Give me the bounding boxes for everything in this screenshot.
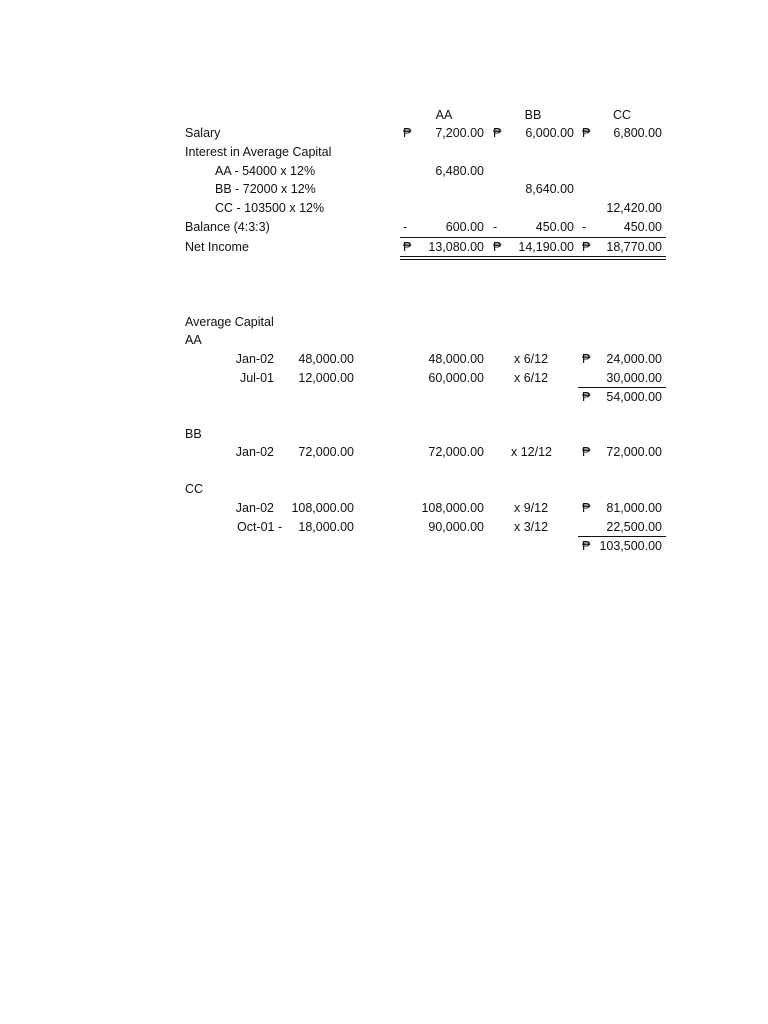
interest-cc-value: 12,420.00 (606, 201, 662, 215)
row-date: Jan-02 (235, 445, 274, 459)
currency-symbol: ₱ (582, 445, 591, 459)
currency-symbol: ₱ (582, 126, 591, 140)
currency-symbol: ₱ (403, 126, 412, 140)
salary-label: Salary (185, 126, 221, 140)
row-amount: 48,000.00 (298, 352, 354, 366)
net-income-aa: 13,080.00 (428, 240, 484, 254)
row-result: 22,500.00 (606, 520, 662, 534)
row-result: 24,000.00 (606, 352, 662, 366)
row-date: Jan-02 (235, 352, 274, 366)
row-balance: 108,000.00 (421, 501, 484, 515)
row-factor: x 12/12 (511, 445, 553, 459)
row-factor: x 3/12 (514, 520, 549, 534)
header-aa: AA (435, 108, 453, 122)
row-balance: 48,000.00 (428, 352, 484, 366)
header-bb: BB (524, 108, 542, 122)
row-result: 81,000.00 (606, 501, 662, 515)
total-rule (578, 387, 666, 388)
interest-cc-label: CC - 103500 x 12% (215, 201, 325, 215)
partner-name-bb: BB (185, 427, 202, 441)
balance-label: Balance (4:3:3) (185, 220, 270, 234)
currency-symbol: ₱ (493, 126, 502, 140)
interest-label: Interest in Average Capital (185, 145, 332, 159)
currency-symbol: ₱ (582, 352, 591, 366)
total-aa: 54,000.00 (606, 390, 662, 404)
balance-bb: 450.00 (535, 220, 574, 234)
salary-bb: 6,000.00 (525, 126, 574, 140)
balance-sign: - (493, 220, 498, 234)
net-income-cc: 18,770.00 (606, 240, 662, 254)
row-factor: x 9/12 (514, 501, 549, 515)
currency-symbol: ₱ (582, 240, 591, 254)
row-amount: 12,000.00 (298, 371, 354, 385)
row-date: Oct-01 - (237, 520, 283, 534)
balance-sign: - (582, 220, 587, 234)
partner-name-aa: AA (185, 333, 202, 347)
total-cc: 103,500.00 (599, 539, 662, 553)
currency-symbol: ₱ (582, 390, 591, 404)
salary-cc: 6,800.00 (613, 126, 662, 140)
net-income-label: Net Income (185, 240, 249, 254)
row-result: 30,000.00 (606, 371, 662, 385)
row-amount: 18,000.00 (298, 520, 354, 534)
row-amount: 72,000.00 (298, 445, 354, 459)
row-result: 72,000.00 (606, 445, 662, 459)
interest-aa-value: 6,480.00 (435, 164, 484, 178)
partner-name-cc: CC (185, 482, 204, 496)
row-date: Jan-02 (235, 501, 274, 515)
interest-aa-label: AA - 54000 x 12% (215, 164, 316, 178)
double-rule-top (400, 256, 666, 257)
net-income-bb: 14,190.00 (518, 240, 574, 254)
row-balance: 60,000.00 (428, 371, 484, 385)
currency-symbol: ₱ (493, 240, 502, 254)
average-capital-title: Average Capital (185, 315, 274, 329)
salary-aa: 7,200.00 (435, 126, 484, 140)
header-cc: CC (612, 108, 632, 122)
currency-symbol: ₱ (582, 539, 591, 553)
balance-aa: 600.00 (445, 220, 484, 234)
balance-sign: - (403, 220, 408, 234)
currency-symbol: ₱ (582, 501, 591, 515)
double-rule-bottom (400, 259, 666, 260)
row-balance: 72,000.00 (428, 445, 484, 459)
row-factor: x 6/12 (514, 371, 549, 385)
row-date: Jul-01 (239, 371, 274, 385)
currency-symbol: ₱ (403, 240, 412, 254)
balance-cc: 450.00 (623, 220, 662, 234)
subtotal-rule (400, 237, 666, 238)
row-balance: 90,000.00 (428, 520, 484, 534)
total-rule (578, 536, 666, 537)
row-amount: 108,000.00 (291, 501, 354, 515)
interest-bb-value: 8,640.00 (525, 182, 574, 196)
row-factor: x 6/12 (514, 352, 549, 366)
interest-bb-label: BB - 72000 x 12% (215, 182, 316, 196)
